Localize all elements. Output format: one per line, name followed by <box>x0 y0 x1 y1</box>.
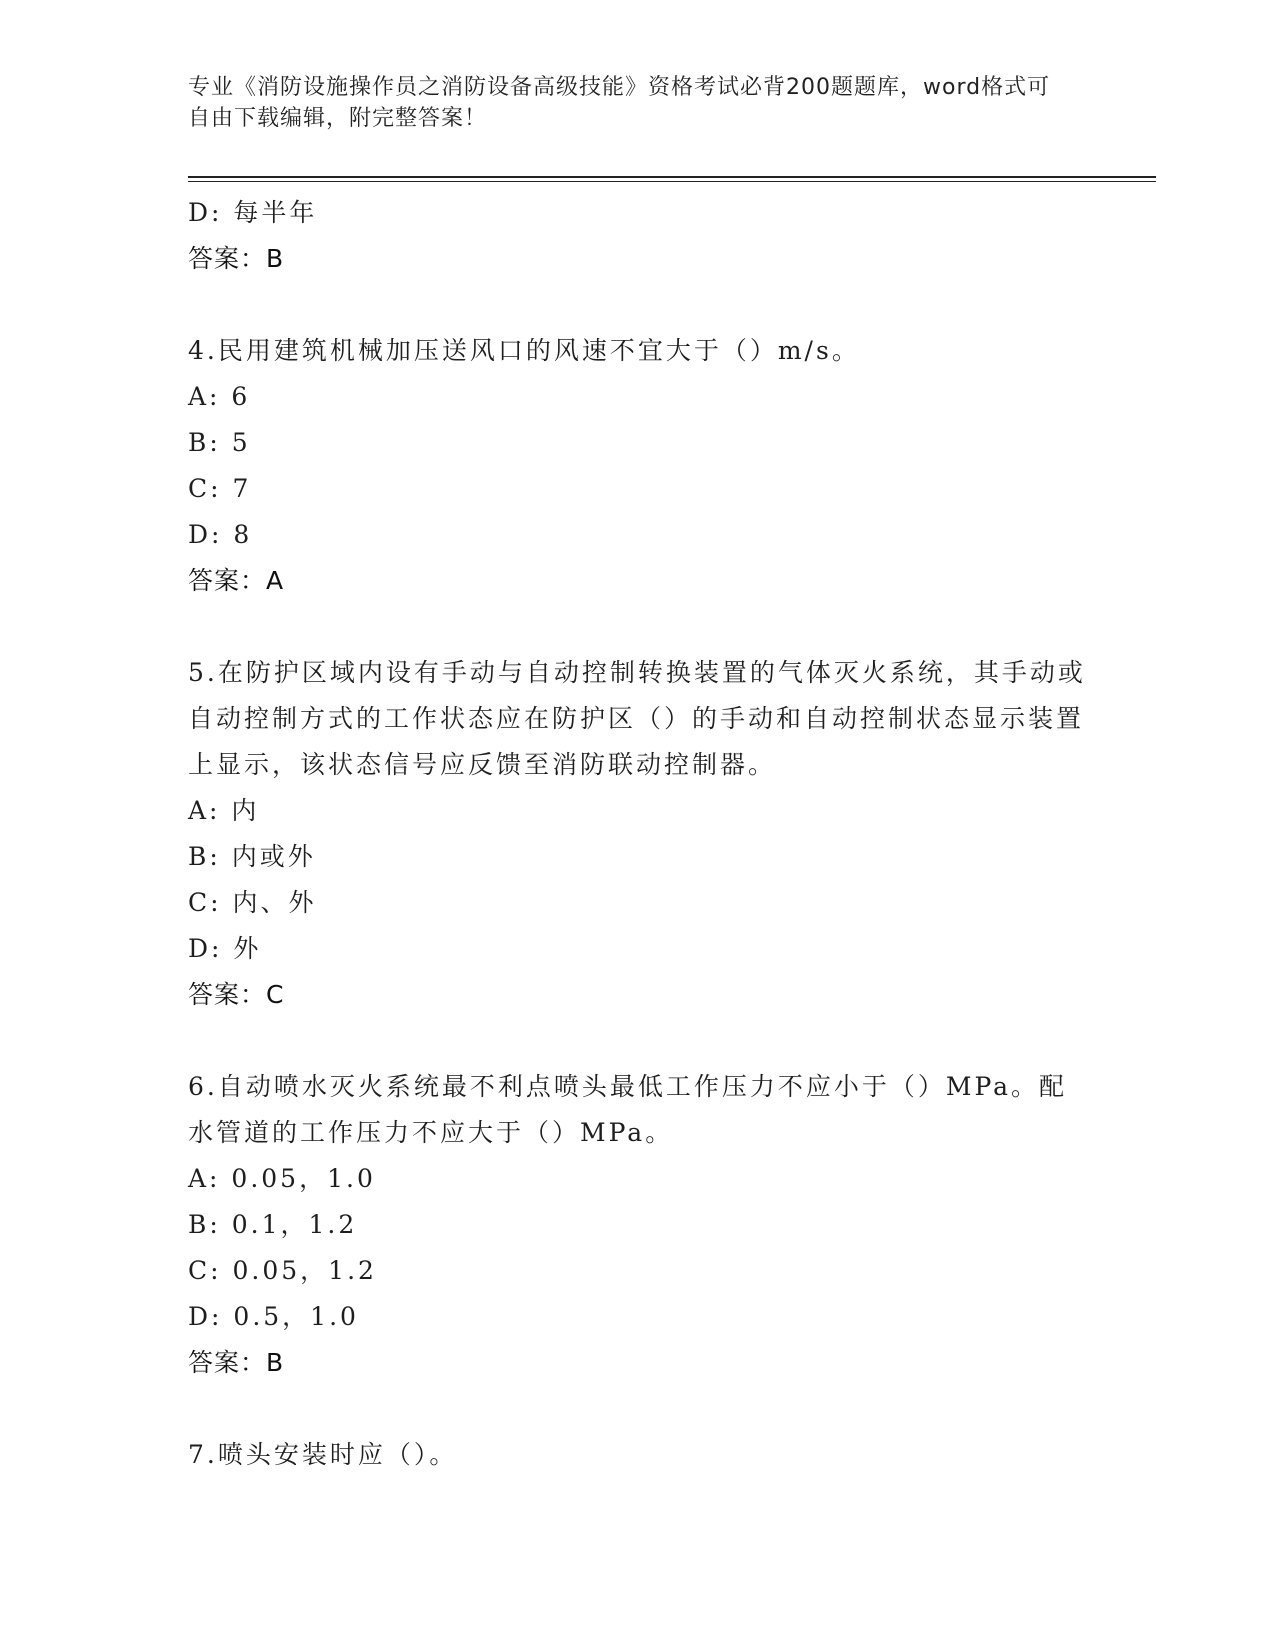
option-d: D: 8 <box>188 520 253 549</box>
spacer <box>188 282 1088 328</box>
spacer <box>188 1018 1088 1064</box>
option-b: B: 内或外 <box>188 842 316 871</box>
option-a: A: 内 <box>188 796 260 825</box>
option-c: C: 7 <box>188 474 252 503</box>
answer-line: 答案：B <box>188 1348 285 1377</box>
spacer <box>188 604 1088 650</box>
spacer <box>188 1386 1088 1432</box>
option-c: C: 0.05，1.2 <box>188 1256 377 1285</box>
question-stem: 6.自动喷水灭火系统最不利点喷头最低工作压力不应小于（）MPa。配水管道的工作压力不应大于（）MPa。 <box>188 1072 1068 1147</box>
option-a: A: 6 <box>188 382 251 411</box>
question-stem: 7.喷头安装时应（）。 <box>188 1440 458 1469</box>
question-block <box>188 650 1088 1018</box>
option-d: D: 每半年 <box>188 198 318 227</box>
answer-line: 答案：B <box>188 244 285 273</box>
question-block <box>188 328 1088 604</box>
question-list <box>188 190 1088 1478</box>
option-c: C: 内、外 <box>188 888 317 917</box>
question-stem: 5.在防护区域内设有手动与自动控制转换装置的气体灭火系统，其手动或自动控制方式的工作状态应在防护区（）的手动和自动控制状态显示装置上显示，该状态信号应反馈至消防联动控制器。 <box>188 658 1086 779</box>
option-d: D: 外 <box>188 934 262 963</box>
answer-line: 答案：C <box>188 980 285 1009</box>
document-header: 专业《消防设施操作员之消防设备高级技能》资格考试必背200题题库，word格式可自由下载编辑，附完整答案！ <box>188 75 1051 131</box>
option-b: B: 0.1，1.2 <box>188 1210 358 1239</box>
question-stem: 4.民用建筑机械加压送风口的风速不宜大于（）m/s。 <box>188 336 860 365</box>
header-rule-thick <box>188 176 1156 178</box>
question-block <box>188 1432 1088 1478</box>
question-block <box>188 1064 1088 1386</box>
option-a: A: 0.05，1.0 <box>188 1164 376 1193</box>
answer-line: 答案：A <box>188 566 285 595</box>
option-b: B: 5 <box>188 428 251 457</box>
option-d: D: 0.5，1.0 <box>188 1302 359 1331</box>
header-rule-thin <box>188 181 1156 182</box>
